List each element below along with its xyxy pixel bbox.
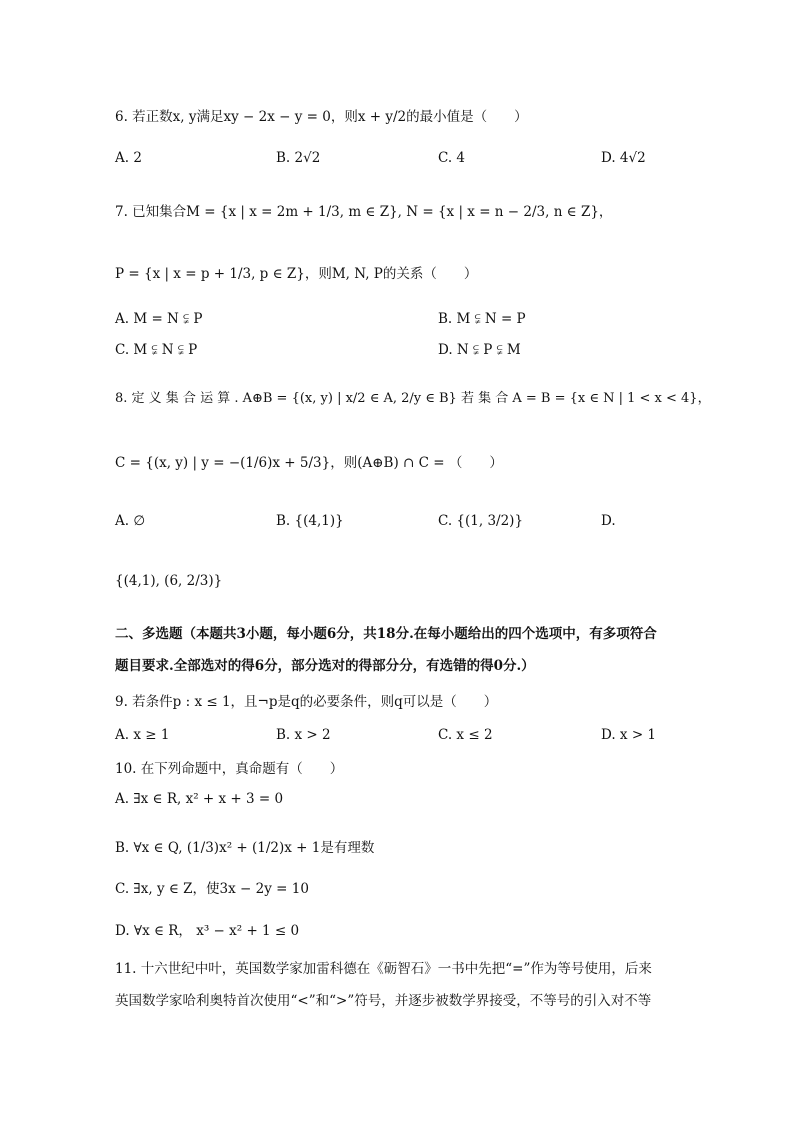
q7-option-c: C. M ⫋ N ⫋ P <box>115 342 198 358</box>
q9-option-c: C. x ≤ 2 <box>438 727 493 743</box>
section2-heading-line1: 二、多选题（本题共3小题，每小题6分，共18分.在每小题给出的四个选项中，有多项符合 <box>115 626 657 642</box>
q7-option-a: A. M = N ⫋ P <box>115 311 203 327</box>
q10-option-b: B. ∀x ∈ Q, (1/3)x² + (1/2)x + 1是有理数 <box>115 840 375 856</box>
q10-option-d: D. ∀x ∈ R， x³ − x² + 1 ≤ 0 <box>115 923 300 939</box>
q8-option-c: C. {(1, 3/2)} <box>438 513 524 529</box>
q11-stem-line1: 11. 十六世纪中叶，英国数学家加雷科德在《砺智石》一书中先把“=”作为等号使用，后来 <box>115 961 652 977</box>
section2-heading-line2: 题目要求.全部选对的得6分，部分选对的得部分分，有选错的得0分.） <box>115 658 535 674</box>
q8-option-a: A. ∅ <box>115 513 146 529</box>
q9-option-d: D. x > 1 <box>601 727 657 743</box>
q6-option-d: D. 4√2 <box>601 150 646 166</box>
q6-option-c: C. 4 <box>438 150 466 166</box>
q10-option-a: A. ∃x ∈ R, x² + x + 3 = 0 <box>115 791 284 807</box>
q8-stem-line1: 8. 定 义 集 合 运 算 . A⊕B = {(x, y) | x/2 ∈ A, 2/y ∈ B} 若 集 合 A = B = {x ∈ N | 1 < x < 4}， <box>115 391 711 406</box>
q8-option-d-label: D. <box>601 513 616 529</box>
q8-option-b: B. {(4,1)} <box>276 513 344 529</box>
q10-stem: 10. 在下列命题中，真命题有（ ） <box>115 761 344 777</box>
q6-option-a: A. 2 <box>115 150 142 166</box>
q6-stem: 6. 若正数x, y满足xy − 2x − y = 0，则x + y/2的最小值是（ ） <box>115 109 528 125</box>
q10-option-c: C. ∃x, y ∈ Z，使3x − 2y = 10 <box>115 881 309 897</box>
q7-option-d: D. N ⫋ P ⫋ M <box>438 342 521 358</box>
q9-option-b: B. x > 2 <box>276 727 331 743</box>
q8-stem-line2: C = {(x, y) | y = −(1/6)x + 5/3}，则(A⊕B) ∩ C = （ ） <box>115 455 503 471</box>
q7-option-b: B. M ⫋ N = P <box>438 311 526 327</box>
q7-stem-line1: 7. 已知集合M = {x | x = 2m + 1/3, m ∈ Z}, N = {x | x = n − 2/3, n ∈ Z}， <box>115 204 613 220</box>
q11-stem-line2: 英国数学家哈利奥特首次使用“<”和“>”符号，并逐步被数学界接受，不等号的引入对不等 <box>115 993 652 1009</box>
q7-stem-line2: P = {x | x = p + 1/3, p ∈ Z}，则M, N, P的关系（ ） <box>115 266 478 282</box>
q8-option-d-value: {(4,1), (6, 2/3)} <box>115 573 223 589</box>
q9-stem: 9. 若条件p : x ≤ 1，且¬p是q的必要条件，则q可以是（ ） <box>115 694 498 710</box>
q9-option-a: A. x ≥ 1 <box>115 727 170 743</box>
q6-option-b: B. 2√2 <box>276 150 321 166</box>
